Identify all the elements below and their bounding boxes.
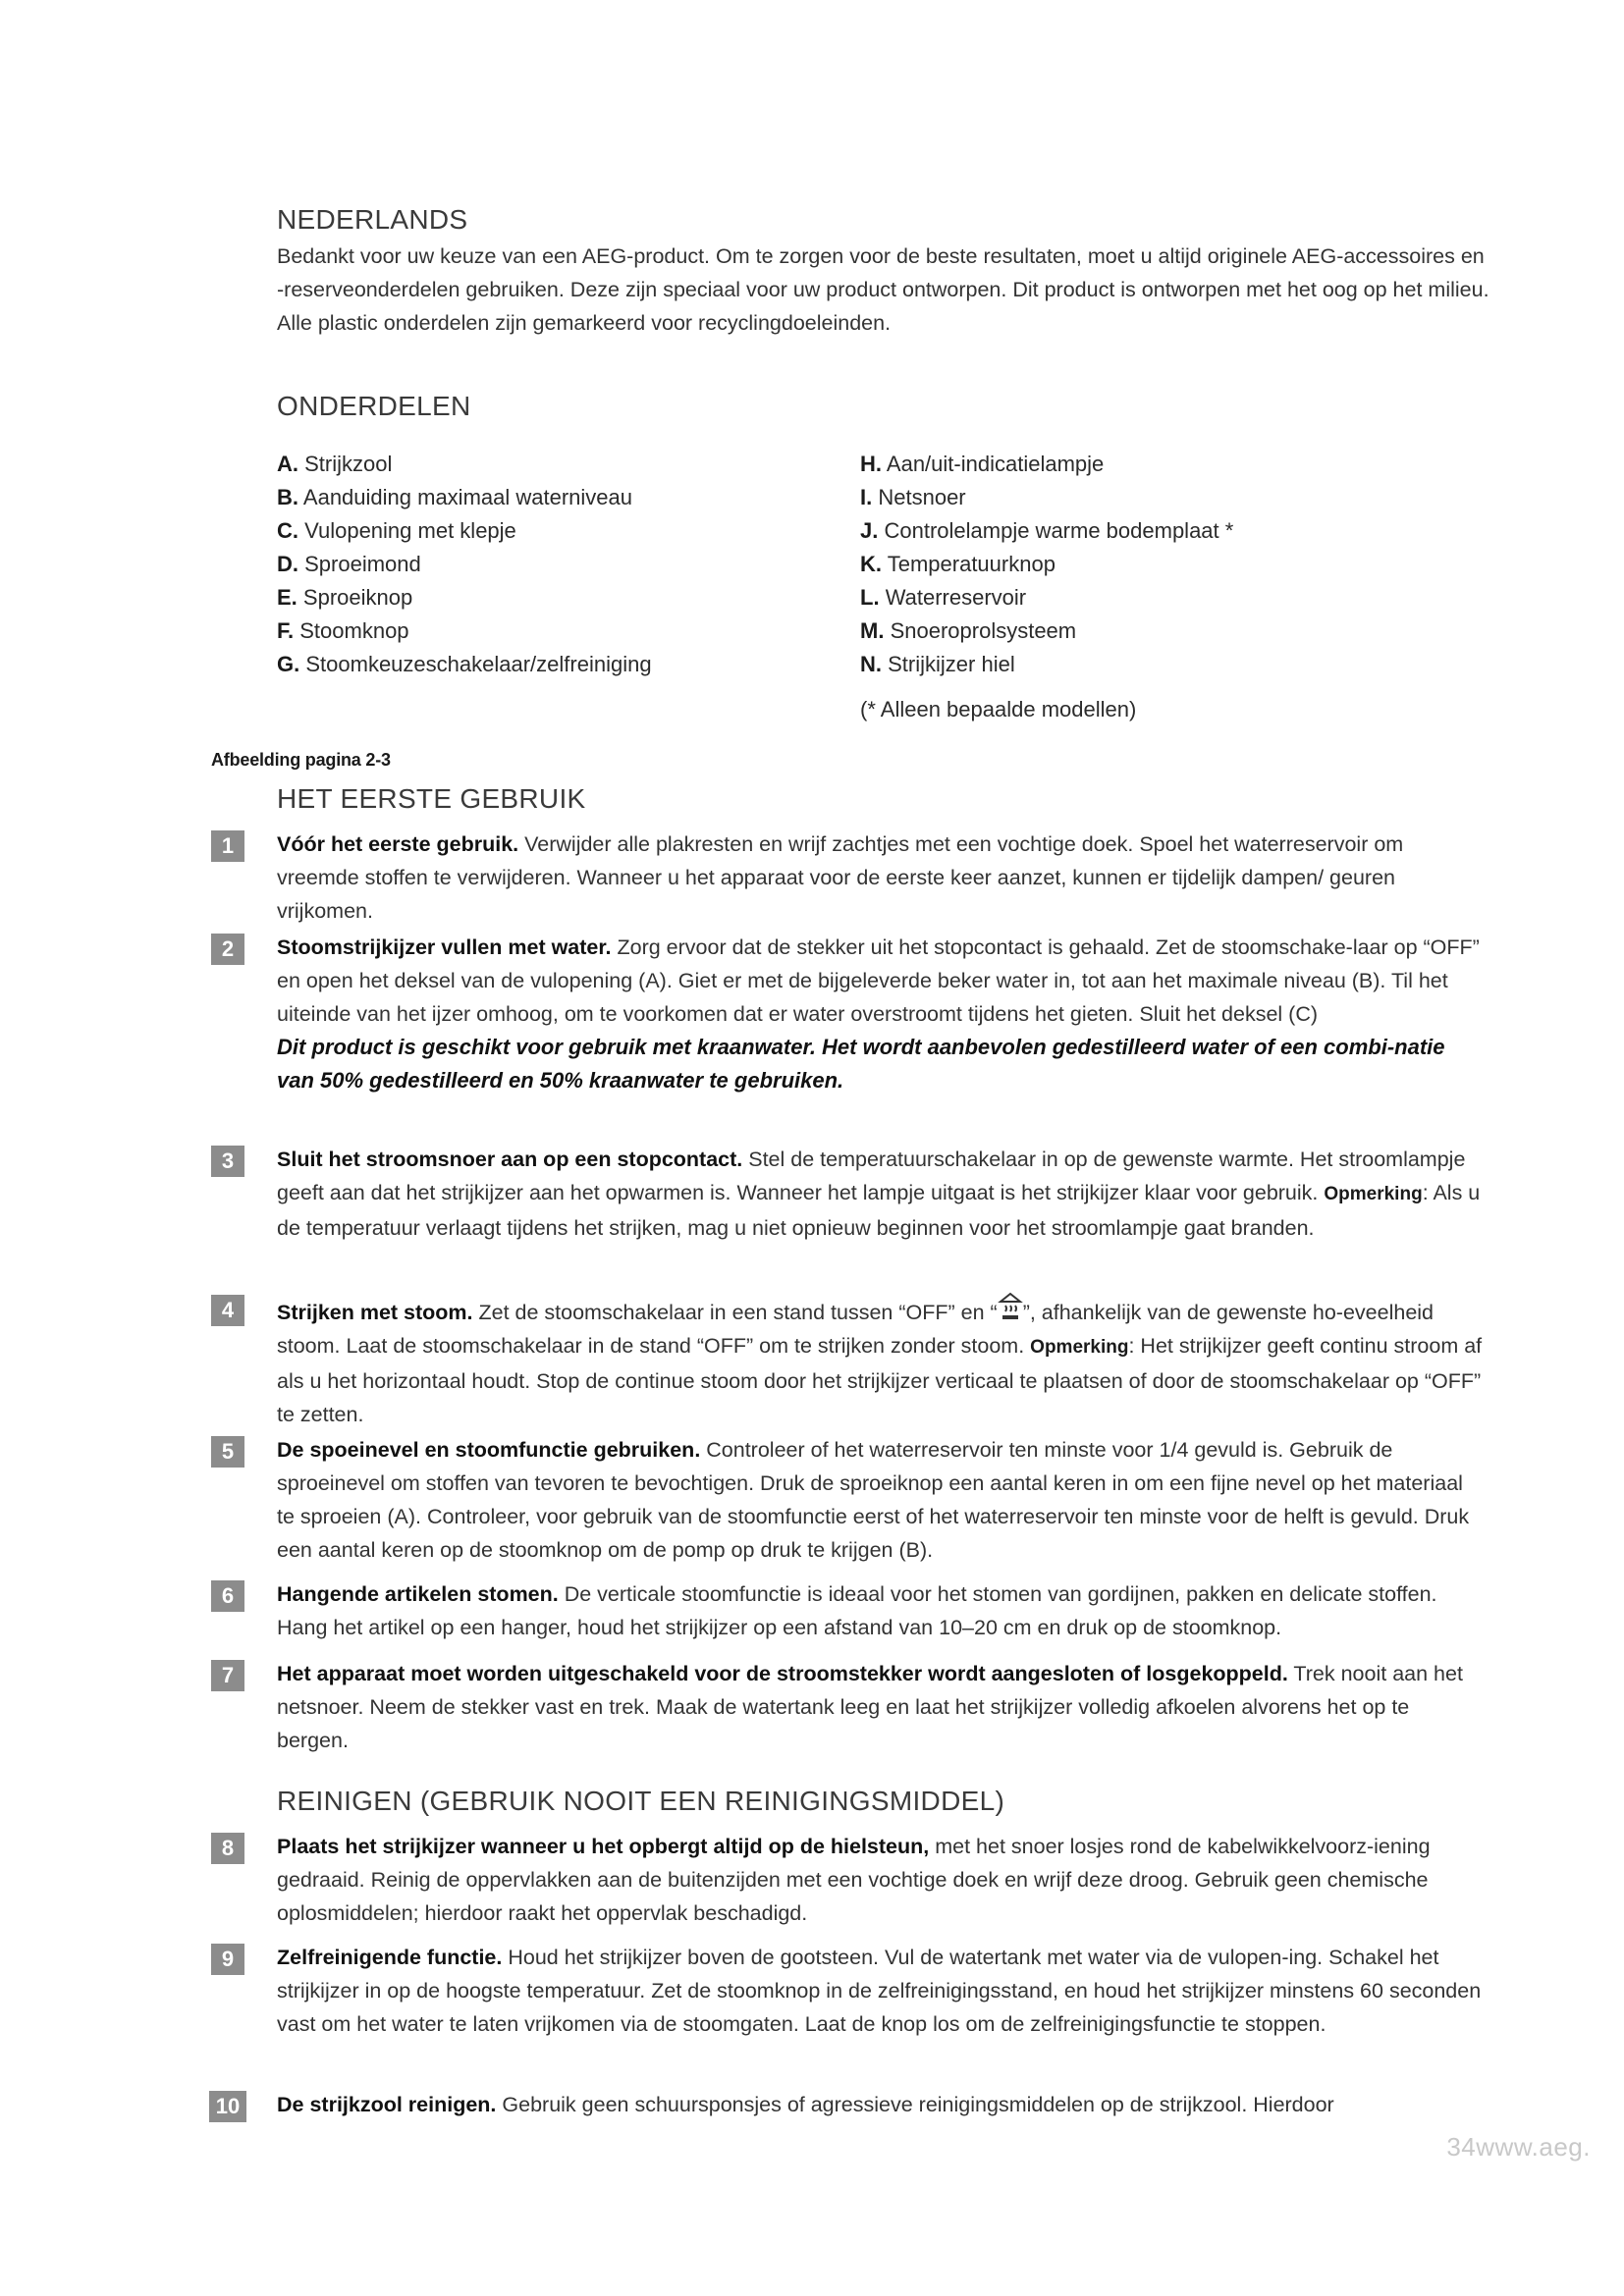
step-title: Vóór het eerste gebruik. [277, 832, 519, 856]
step-title: Stoomstrijkijzer vullen met water. [277, 935, 612, 959]
list-item [277, 514, 652, 548]
step-text [277, 1292, 1485, 1431]
list-item [860, 648, 1233, 681]
step-number-badge: 4 [211, 1295, 244, 1326]
step-title: De strijkzool reinigen. [277, 2093, 497, 2116]
part-label: Sproeiknop [302, 585, 413, 610]
list-item [860, 581, 1233, 614]
cleaning-heading: REINIGEN (GEBRUIK NOOIT EEN REINIGINGSMIDDEL) [277, 1786, 1005, 1816]
step-number-badge: 10 [209, 2091, 246, 2122]
step-body: Zet de stoomschakelaar in een stand tussen “OFF” en “ [472, 1301, 998, 1324]
list-item [860, 614, 1233, 648]
step-body: met het snoer losjes rond de kabelwikkelvoorz-iening gedraaid. Reinig de oppervlakken aan de buitenzijden met een vochtige doek en wrijf deze droog. Gebruik geen chemische oplosmiddelen; hierdoor raakt het oppervlak beschadigd. [277, 1835, 1431, 1925]
list-item [277, 581, 652, 614]
part-label: Waterreservoir [885, 585, 1027, 610]
part-label: Stoomknop [299, 618, 409, 643]
intro-paragraph: Bedankt voor uw keuze van een AEG-product. Om te zorgen voor de beste resultaten, moet u altijd originele AEG-accessoires en -reserveonderdelen gebruiken. Deze zijn speciaal voor uw product ontworpen. Dit product is ontworpen met het oog op het milieu. Alle plastic onderdelen zijn gemarkeerd voor recyclingdoeleinden. [277, 244, 1489, 335]
step-number-badge: 6 [211, 1580, 244, 1612]
part-label: Snoeroprolsysteem [890, 618, 1077, 643]
part-letter: F. [277, 618, 295, 643]
step-text [277, 1577, 1485, 1644]
page-footer: 34www.aeg. [1446, 2132, 1591, 2162]
step-title: Zelfreinigende functie. [277, 1946, 503, 1969]
part-letter: M. [860, 618, 885, 643]
step-text [277, 931, 1485, 1097]
step-body: De verticale stoomfunctie is ideaal voor het stomen van gordijnen, pakken en delicate stoffen. Hang het artikel op een hanger, houd het strijkijzer op een afstand van 10–20 cm en druk op de stoomknop. [277, 1582, 1437, 1639]
step-body: Verwijder alle plakresten en wrijf zachtjes met een vochtige doek. Spoel het waterreservoir om vreemde stoffen te verwijderen. Wanneer u het apparaat voor de eerste keer aanzet, kunnen er tijdelijk dampen/ geuren vrijkomen. [277, 832, 1404, 923]
part-label: Strijkijzer hiel [888, 652, 1015, 676]
step-body: Gebruik geen schuursponsjes of agressieve reinigingsmiddelen op de strijkzool. Hierdoor [496, 2093, 1334, 2116]
part-letter: K. [860, 552, 882, 576]
intro-section [277, 204, 1494, 721]
list-item [277, 448, 652, 481]
part-letter: G. [277, 652, 300, 676]
figure-reference: Afbeelding pagina 2-3 [211, 750, 391, 770]
list-item [860, 481, 1233, 514]
step-text [277, 1143, 1485, 1245]
step-title: Hangende artikelen stomen. [277, 1582, 559, 1606]
list-item [860, 548, 1233, 581]
list-item [277, 648, 652, 681]
part-label: Aan/uit-indicatielampje [886, 452, 1105, 476]
step-body-after-icon: ”, afhankelijk van de gewenste ho-eveelheid stoom. Laat de stoomschakelaar in de stand “OFF” om te strijken zonder stoom. [277, 1301, 1435, 1358]
part-letter: A. [277, 452, 298, 476]
step-number-badge: 7 [211, 1660, 244, 1691]
part-label: Strijkzool [304, 452, 393, 476]
step-title: De spoeinevel en stoomfunctie gebruiken. [277, 1438, 701, 1462]
step-body: Controleer of het waterreservoir ten minste voor 1/4 gevuld is. Gebruik de sproeinevel om stoffen van tevoren te bevochtigen. Druk de sproeiknop een aantal keren in om een fijne nevel op het materiaal te sproeien (A). Controleer, voor gebruik van de stoomfunctie eerst of het waterreservoir ten minste voor de helft is gevuld. Druk een aantal keren op de stoomknop om de pomp op druk te krijgen (B). [277, 1438, 1470, 1562]
part-letter: C. [277, 518, 298, 543]
step-title: Sluit het stroomsnoer aan op een stopcontact. [277, 1148, 743, 1171]
list-item [860, 448, 1233, 481]
part-label: Sproeimond [304, 552, 421, 576]
step-number-badge: 1 [211, 830, 244, 862]
parts-list-left [277, 448, 652, 681]
part-letter: H. [860, 452, 882, 476]
steam-icon [998, 1292, 1023, 1325]
step-body: Stel de temperatuurschakelaar in op de gewenste warmte. Het stroomlampje geeft aan dat het strijkijzer aan het opwarmen is. Wanneer het lampje uitgaat is het strijkijzer klaar voor gebruik. [277, 1148, 1466, 1204]
part-label: Stoomkeuzeschakelaar/zelfreiniging [305, 652, 652, 676]
step-text [277, 1657, 1485, 1757]
step-text [277, 1830, 1485, 1930]
step-text [277, 2088, 1485, 2121]
part-letter: N. [860, 652, 882, 676]
part-letter: I. [860, 485, 873, 509]
parts-footnote: (* Alleen bepaalde modellen) [860, 697, 1137, 721]
step-number-badge: 8 [211, 1833, 244, 1864]
list-item [277, 548, 652, 581]
part-label: Temperatuurknop [887, 552, 1056, 576]
warning-text: Dit product is geschikt voor gebruik met kraanwater. Het wordt aanbevolen gedestilleerd water of een combi-natie van 50% gedestilleerd en 50% kraanwater te gebruiken. [277, 1035, 1445, 1093]
part-letter: E. [277, 585, 298, 610]
step-text [277, 1433, 1485, 1567]
list-item [277, 481, 652, 514]
step-number-badge: 3 [211, 1146, 244, 1177]
part-label: Aanduiding maximaal waterniveau [302, 485, 632, 509]
note-label: Opmerking [1324, 1184, 1423, 1204]
step-body: Trek nooit aan het netsnoer. Neem de stekker vast en trek. Maak de watertank leeg en laat het strijkijzer volledig afkoelen alvorens het op te bergen. [277, 1662, 1463, 1752]
step-body-continued: : Als u de temperatuur verlaagt tijdens het strijken, mag u niet opnieuw beginnen voor het stroomlampje gaat branden. [277, 1181, 1481, 1240]
step-number-badge: 5 [211, 1436, 244, 1468]
parts-heading: ONDERDELEN [277, 391, 471, 421]
first-use-heading: HET EERSTE GEBRUIK [277, 783, 586, 814]
part-label: Vulopening met klepje [304, 518, 516, 543]
list-item [860, 514, 1233, 548]
parts-list-right [860, 448, 1233, 681]
note-label: Opmerking [1030, 1337, 1129, 1358]
language-heading: NEDERLANDS [277, 204, 468, 235]
part-letter: B. [277, 485, 298, 509]
step-text [277, 828, 1485, 928]
part-letter: L. [860, 585, 880, 610]
step-body-continued: : Het strijkijzer geeft continu stroom af als u het horizontaal houdt. Stop de continue stoom door het strijkijzer verticaal te plaatsen of door de stoomschakelaar op “OFF” te zetten. [277, 1334, 1483, 1426]
part-label: Netsnoer [878, 485, 966, 509]
list-item [277, 614, 652, 648]
part-letter: D. [277, 552, 298, 576]
part-label: Controlelampje warme bodemplaat * [884, 518, 1234, 543]
step-title: Het apparaat moet worden uitgeschakeld voor de stroomstekker wordt aangesloten of losgekoppeld. [277, 1662, 1288, 1685]
step-title: Plaats het strijkijzer wanneer u het opbergt altijd op de hielsteun, [277, 1835, 930, 1858]
parts-list [277, 448, 1494, 721]
part-letter: J. [860, 518, 879, 543]
step-title: Strijken met stoom. [277, 1301, 473, 1324]
step-number-badge: 2 [211, 934, 244, 965]
step-number-badge: 9 [211, 1944, 244, 1975]
step-body: Zorg ervoor dat de stekker uit het stopcontact is gehaald. Zet de stoomschake-laar op “OFF” en open het deksel van de vulopening (A). Giet er met de bijgeleverde beker water in, tot aan het maximale niveau (B). Til het uiteinde van het ijzer omhoog, om te voorkomen dat er water overstroomt tijdens het gieten. Sluit het deksel (C) [277, 935, 1480, 1026]
step-text [277, 1941, 1485, 2041]
step-body: Houd het strijkijzer boven de gootsteen. Vul de watertank met water via de vulopen-ing. Schakel het strijkijzer in op de hoogste temperatuur. Zet de stoomknop in de zelfreinigingsstand, en houd het strijkijzer minstens 60 seconden vast om het water te laten vrijkomen via de stoomgaten. Laat de knop los om de zelfreinigingsfunctie te stoppen. [277, 1946, 1482, 2036]
